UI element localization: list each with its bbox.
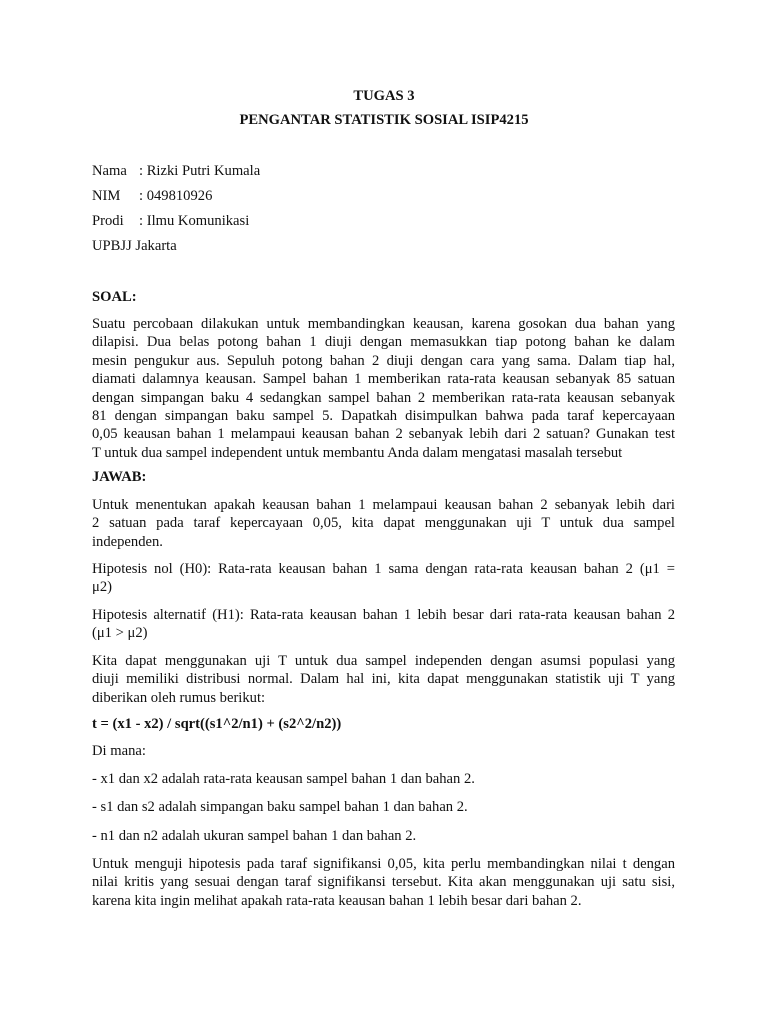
h1-paragraph	[92, 606, 675, 643]
h0-paragraph	[92, 560, 675, 597]
nim-value: : 049810926	[139, 188, 213, 204]
document-subtitle: PENGANTAR STATISTIK SOSIAL ISIP4215	[239, 112, 529, 128]
bullet-sample-size: - n1 dan n2 adalah ukuran sampel bahan 1 dan bahan 2.	[92, 828, 417, 844]
soal-line: diamati dalamnya keausan. Sampel bahan 1 memberikan rata-rata keausan sebanyak 85 satuan	[92, 371, 675, 388]
jawab-intro-paragraph	[92, 496, 675, 551]
prodi-label: Prodi	[92, 213, 124, 229]
h0-line: μ2)	[92, 579, 112, 596]
method-line: Kita dapat menggunakan uji T untuk dua sampel independen dengan asumsi populasi yang	[92, 653, 675, 669]
bullet-means: - x1 dan x2 adalah rata-rata keausan sampel bahan 1 dan bahan 2.	[92, 771, 475, 787]
soal-heading: SOAL:	[92, 289, 137, 305]
prodi-value: : Ilmu Komunikasi	[139, 213, 250, 229]
h0-line: Hipotesis nol (H0): Rata-rata keausan bahan 1 sama dengan rata-rata keausan bahan 2 (μ1 =	[92, 561, 675, 577]
method-line: diberikan oleh rumus berikut:	[92, 689, 266, 706]
soal-line: T untuk dua sampel independent untuk membantu Anda dalam mengatasi masalah tersebut	[92, 444, 623, 461]
soal-line: 0,05 keausan bahan 1 melampaui keausan bahan 2 sebanyak lebih dari 2 satuan? Gunakan test	[92, 426, 675, 443]
h1-line: (μ1 > μ2)	[92, 625, 148, 642]
jawab-intro-line: 2 satuan pada taraf kepercayaan 0,05, kita dapat menggunakan uji T untuk dua sampel	[92, 515, 675, 532]
soal-line: mesin pengukur aus. Sepuluh potong bahan 2 diuji dengan cara yang sama. Dalam tiap hal,	[92, 352, 675, 369]
upbjj-text: UPBJJ Jakarta	[92, 238, 177, 254]
method-line: diuji memiliki distribusi normal. Dalam hal ini, kita dapat menggunakan statistik uji T yang	[92, 671, 675, 688]
soal-line: dilapisi. Dua belas potong bahan 1 diuji dengan memasukkan tiap potong bahan ke dalam	[92, 334, 675, 351]
jawab-intro-line: Untuk menentukan apakah keausan bahan 1 melampaui keausan bahan 2 sebanyak lebih dari	[92, 497, 675, 513]
name-label: Nama	[92, 163, 127, 179]
h1-line: Hipotesis alternatif (H1): Rata-rata keausan bahan 1 lebih besar dari rata-rata keausan bahan 2	[92, 607, 675, 623]
closing-paragraph	[92, 855, 675, 910]
jawab-heading: JAWAB:	[92, 469, 147, 485]
nim-label: NIM	[92, 188, 121, 204]
bullet-std-dev: - s1 dan s2 adalah simpangan baku sampel bahan 1 dan bahan 2.	[92, 799, 468, 815]
soal-line: Suatu percobaan dilakukan untuk membandingkan keausan, karena gosokan dua bahan yang	[92, 316, 675, 332]
method-paragraph	[92, 652, 675, 707]
soal-line: 81 dengan simpangan baku sampel 5. Dapatkah disimpulkan bahwa pada taraf kepercayaan	[92, 408, 675, 425]
dimana-label: Di mana:	[92, 743, 146, 759]
closing-line: nilai kritis yang sesuai dengan taraf signifikansi tersebut. Kita akan menggunakan uji satu sisi,	[92, 874, 675, 891]
name-value: : Rizki Putri Kumala	[139, 163, 261, 179]
closing-line: karena kita ingin melihat apakah rata-rata keausan bahan 1 lebih besar dari bahan 2.	[92, 892, 582, 909]
closing-line: Untuk menguji hipotesis pada taraf signifikansi 0,05, kita perlu membandingkan nilai t dengan	[92, 856, 675, 872]
document-title: TUGAS 3	[353, 88, 415, 104]
t-test-formula: t = (x1 - x2) / sqrt((s1^2/n1) + (s2^2/n2))	[92, 716, 342, 732]
jawab-intro-line: independen.	[92, 533, 163, 550]
soal-paragraph	[92, 315, 675, 462]
soal-line: dengan simpangan baku 4 sedangkan sampel bahan 2 memberikan rata-rata keausan sebanyak	[92, 389, 675, 406]
